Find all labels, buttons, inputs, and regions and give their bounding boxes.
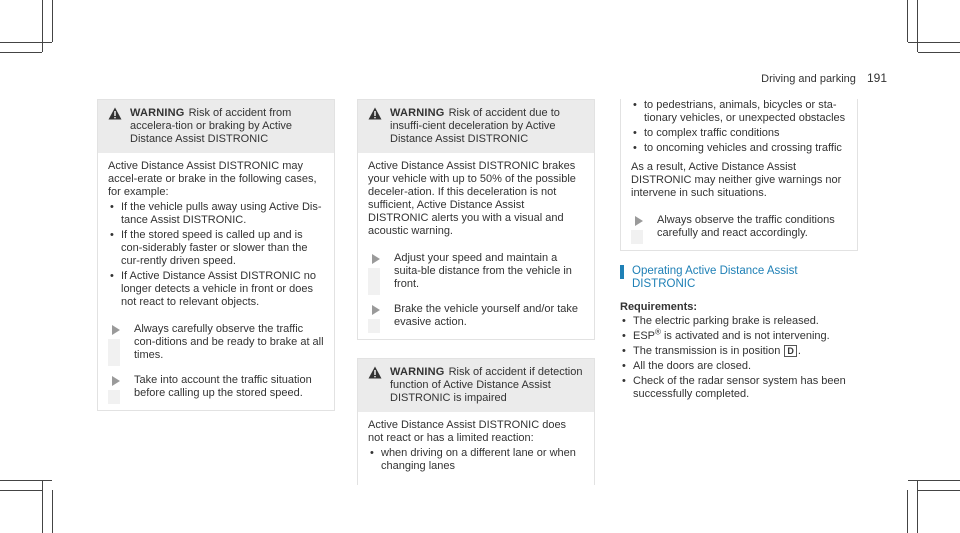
arrow-right-icon <box>372 305 380 315</box>
registered-mark: ® <box>655 327 661 337</box>
crop-mark <box>0 42 52 43</box>
bullet-list <box>368 447 584 473</box>
gear-d-symbol: D <box>784 345 797 357</box>
list-item: • The electric parking brake is released. <box>620 315 858 328</box>
warning-body <box>621 99 857 250</box>
warning-body <box>358 153 594 339</box>
warning-text: Risk of accident if detection function of Active Distance Assist DISTRONIC is impaired <box>390 366 583 404</box>
list-item: • to pedestrians, animals, bicycles or sta-tionary vehicles, or unexpected obstacles <box>631 99 847 125</box>
crop-mark <box>52 490 53 533</box>
instruction-step <box>108 323 324 362</box>
warning-triangle-icon <box>368 366 382 379</box>
body-text: Active Distance Assist DISTRONIC brakes your vehicle with up to 50% of the possible deceler-ation. If this deceleration is not sufficient, Active Distance Assist DISTRONIC alerts you with a visual and acoustic warning. <box>368 160 576 237</box>
crop-mark <box>0 52 42 53</box>
section-marker <box>620 265 624 279</box>
section-title <box>620 265 858 291</box>
crop-mark <box>52 0 53 42</box>
warning-text: Risk of accident due to insuffi-cient deceleration by Active Distance Assist DISTRONIC <box>390 107 560 145</box>
warning-header <box>358 359 594 412</box>
warning-box-continued <box>620 99 858 251</box>
page-number: 191 <box>866 71 887 85</box>
list-item: • when driving on a different lane or when changing lanes <box>368 447 584 473</box>
crop-mark <box>42 0 43 52</box>
list-item: • All the doors are closed. <box>620 360 858 373</box>
requirements-label: Requirements: <box>620 301 698 313</box>
list-item: • If the vehicle pulls away using Active Dis-tance Assist DISTRONIC. <box>108 201 324 227</box>
arrow-right-icon <box>372 254 380 264</box>
column-1 <box>97 99 335 421</box>
section-name: Driving and parking <box>761 73 856 85</box>
warning-text: Risk of accident from accelera-tion or braking by Active Distance Assist DISTRONIC <box>130 107 293 145</box>
page-header <box>761 72 887 86</box>
list-item: • to complex traffic conditions <box>631 127 847 140</box>
crop-mark <box>918 52 960 53</box>
bullet-list <box>631 99 847 155</box>
warning-box <box>97 99 335 411</box>
step-text: Take into account the traffic situation before calling up the stored speed. <box>134 374 312 399</box>
warning-triangle-icon <box>108 107 122 120</box>
requirements <box>620 301 858 401</box>
esp-rest: is activated and is not intervening. <box>660 330 830 342</box>
list-item <box>620 345 858 358</box>
crop-mark <box>908 480 960 481</box>
crop-mark <box>0 490 42 491</box>
arrow-right-icon <box>635 216 643 226</box>
step-shade <box>108 390 120 404</box>
list-item: • Check of the radar sensor system has been successfully completed. <box>620 375 858 401</box>
step-text: Always carefully observe the traffic con-ditions and be ready to brake at all times. <box>134 323 324 361</box>
column-2 <box>357 99 595 495</box>
instruction-step <box>108 374 324 400</box>
crop-mark <box>918 490 960 491</box>
bullet-list <box>108 201 324 309</box>
esp-text: ESP <box>633 330 656 342</box>
crop-mark <box>908 42 960 43</box>
requirements-list <box>620 315 858 401</box>
transmission-text: The transmission is in position <box>633 345 784 357</box>
arrow-right-icon <box>112 376 120 386</box>
step-text: Adjust your speed and maintain a suita-ble distance from the vehicle in front. <box>394 252 572 290</box>
list-item: • If Active Distance Assist DISTRONIC no longer detects a vehicle in front or does not react to relevant objects. <box>108 270 324 309</box>
warning-label: WARNING <box>390 366 445 378</box>
warning-header <box>358 100 594 153</box>
crop-mark <box>0 480 52 481</box>
warning-body <box>358 412 594 485</box>
intro-text: Active Distance Assist DISTRONIC may accel-erate or brake in the following cases, for example: <box>108 160 317 198</box>
list-item: • If the stored speed is called up and is con-siderably faster or slower than the cur-rently driven speed. <box>108 229 324 268</box>
instruction-step <box>631 214 847 240</box>
crop-mark <box>917 0 918 52</box>
instruction-step <box>368 303 584 329</box>
warning-box <box>357 99 595 340</box>
column-3 <box>620 99 858 403</box>
step-shade <box>631 230 643 244</box>
step-shade <box>368 268 380 295</box>
crop-mark <box>917 480 918 533</box>
warning-body <box>98 153 334 410</box>
body-text: As a result, Active Distance Assist DISTRONIC may neither give warnings nor intervene in such situations. <box>631 161 842 199</box>
transmission-end: . <box>797 345 801 357</box>
step-text: Brake the vehicle yourself and/or take evasive action. <box>394 303 579 328</box>
warning-header <box>98 100 334 153</box>
warning-label: WARNING <box>390 107 445 119</box>
crop-mark <box>907 490 908 533</box>
warning-box <box>357 358 595 485</box>
section-title-text: Operating Active Distance Assist DISTRONIC <box>632 265 798 290</box>
arrow-right-icon <box>112 325 120 335</box>
step-text: Always observe the traffic conditions carefully and react accordingly. <box>657 214 835 239</box>
list-item <box>620 327 858 343</box>
list-item: • to oncoming vehicles and crossing traffic <box>631 142 847 155</box>
warning-triangle-icon <box>368 107 382 120</box>
step-shade <box>108 339 120 366</box>
step-shade <box>368 319 380 333</box>
instruction-step <box>368 252 584 291</box>
body-text: Active Distance Assist DISTRONIC does not react or has a limited reaction: <box>368 419 567 444</box>
warning-label: WARNING <box>130 107 185 119</box>
crop-mark <box>42 480 43 533</box>
crop-mark <box>907 0 908 42</box>
